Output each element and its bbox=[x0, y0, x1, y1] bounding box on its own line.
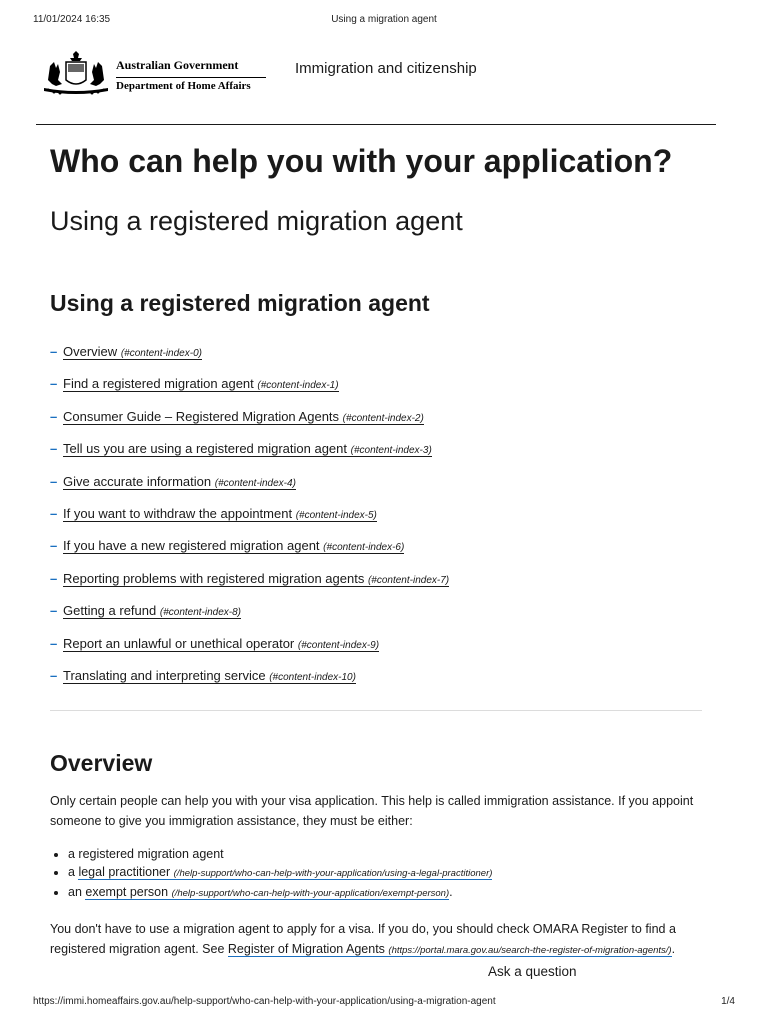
main-content bbox=[50, 140, 702, 961]
exempt-person-link[interactable]: exempt person (/help-support/who-can-help-with-your-application/exempt-person) bbox=[85, 885, 450, 900]
toc-item-accurate-info bbox=[50, 474, 702, 506]
toc-item-report-operator bbox=[50, 636, 702, 668]
dash-bullet-icon: – bbox=[50, 538, 58, 554]
legal-practitioner-link[interactable]: legal practitioner (/help-support/who-can-help-with-your-application/using-a-legal-practitioner) bbox=[78, 865, 493, 880]
print-header bbox=[33, 14, 735, 28]
toc-link-new-agent[interactable]: If you have a new registered migration agent (#content-index-6) bbox=[63, 538, 405, 554]
section-heading: Using a registered migration agent bbox=[50, 290, 430, 316]
toc-item-reporting-problems bbox=[50, 571, 702, 603]
site-header bbox=[40, 50, 720, 122]
toc-item-find-agent bbox=[50, 376, 702, 408]
department-name: Department of Home Affairs bbox=[116, 80, 251, 92]
ask-question-button[interactable]: Ask a question bbox=[488, 964, 577, 979]
list-item: • a legal practitioner (/help-support/who-can-help-with-your-application/using-a-legal-practitioner) bbox=[68, 863, 702, 883]
section-divider bbox=[50, 710, 702, 711]
toc-link-find-agent[interactable]: Find a registered migration agent (#content-index-1) bbox=[63, 376, 339, 392]
dash-bullet-icon: – bbox=[50, 603, 58, 619]
dash-bullet-icon: – bbox=[50, 473, 58, 489]
dash-bullet-icon: – bbox=[50, 408, 58, 424]
dash-bullet-icon: – bbox=[50, 667, 58, 683]
toc-link-consumer-guide[interactable]: Consumer Guide – Registered Migration Agents (#content-index-2) bbox=[63, 408, 424, 424]
toc-item-new-agent bbox=[50, 538, 702, 570]
list-item: • a registered migration agent bbox=[68, 845, 702, 863]
toc-link-refund[interactable]: Getting a refund (#content-index-8) bbox=[63, 603, 242, 619]
toc-item-refund bbox=[50, 603, 702, 635]
toc-item-withdraw bbox=[50, 506, 702, 538]
toc-item-tell-us bbox=[50, 441, 702, 473]
page-number: 1/4 bbox=[721, 996, 735, 1007]
header-divider bbox=[36, 124, 716, 125]
print-date: 11/01/2024 16:35 bbox=[33, 14, 111, 25]
toc-link-translating[interactable]: Translating and interpreting service (#content-index-10) bbox=[63, 667, 356, 683]
page-subtitle: Using a registered migration agent bbox=[50, 206, 463, 236]
dash-bullet-icon: – bbox=[50, 635, 58, 651]
dash-bullet-icon: – bbox=[50, 570, 58, 586]
overview-intro: Only certain people can help you with your visa application. This help is called immigration assistance. If you appoint someone to give you immigration assistance, they must be either: bbox=[50, 794, 694, 829]
toc-link-withdraw[interactable]: If you want to withdraw the appointment (#content-index-5) bbox=[63, 505, 377, 521]
toc-link-accurate-info[interactable]: Give accurate information (#content-index-4) bbox=[63, 473, 296, 489]
register-of-migration-agents-link[interactable]: Register of Migration Agents (https://portal.mara.gov.au/search-the-register-of-migration-agents/) bbox=[227, 942, 672, 957]
overview-paragraph-2: You don't have to use a migration agent to apply for a visa. If you do, you should check OMARA Register to find a registered migration agent. See Register of Migration Agents (https://portal.mara.gov.au/search-the-register-of-migration-agents/). bbox=[50, 922, 676, 957]
coat-of-arms-icon bbox=[40, 50, 112, 96]
toc-link-tell-us[interactable]: Tell us you are using a registered migration agent (#content-index-3) bbox=[63, 441, 432, 457]
toc-link-overview[interactable]: Overview (#content-index-0) bbox=[63, 344, 202, 359]
toc-link-reporting-problems[interactable]: Reporting problems with registered migration agents (#content-index-7) bbox=[63, 570, 450, 586]
assistance-options-list bbox=[50, 845, 702, 903]
toc-item-consumer-guide bbox=[50, 409, 702, 441]
toc-item-overview bbox=[50, 344, 702, 376]
print-footer bbox=[33, 996, 735, 1010]
print-title: Using a migration agent bbox=[331, 14, 437, 25]
page-title: Who can help you with your application? bbox=[50, 143, 673, 179]
overview-heading: Overview bbox=[50, 750, 153, 777]
dash-bullet-icon: – bbox=[50, 344, 58, 359]
print-url: https://immi.homeaffairs.gov.au/help-support/who-can-help-with-your-application/using-a-migration-agent bbox=[33, 996, 496, 1007]
dash-bullet-icon: – bbox=[50, 376, 58, 392]
list-item: • an exempt person (/help-support/who-can-help-with-your-application/exempt-person). bbox=[68, 883, 702, 903]
dash-bullet-icon: – bbox=[50, 505, 58, 521]
toc-link-report-operator[interactable]: Report an unlawful or unethical operator (#content-index-9) bbox=[63, 635, 380, 651]
site-section-link[interactable]: Immigration and citizenship bbox=[295, 60, 477, 77]
dash-bullet-icon: – bbox=[50, 441, 58, 457]
government-name: Australian Government bbox=[116, 58, 266, 78]
table-of-contents bbox=[50, 344, 702, 700]
toc-item-translating bbox=[50, 668, 702, 700]
